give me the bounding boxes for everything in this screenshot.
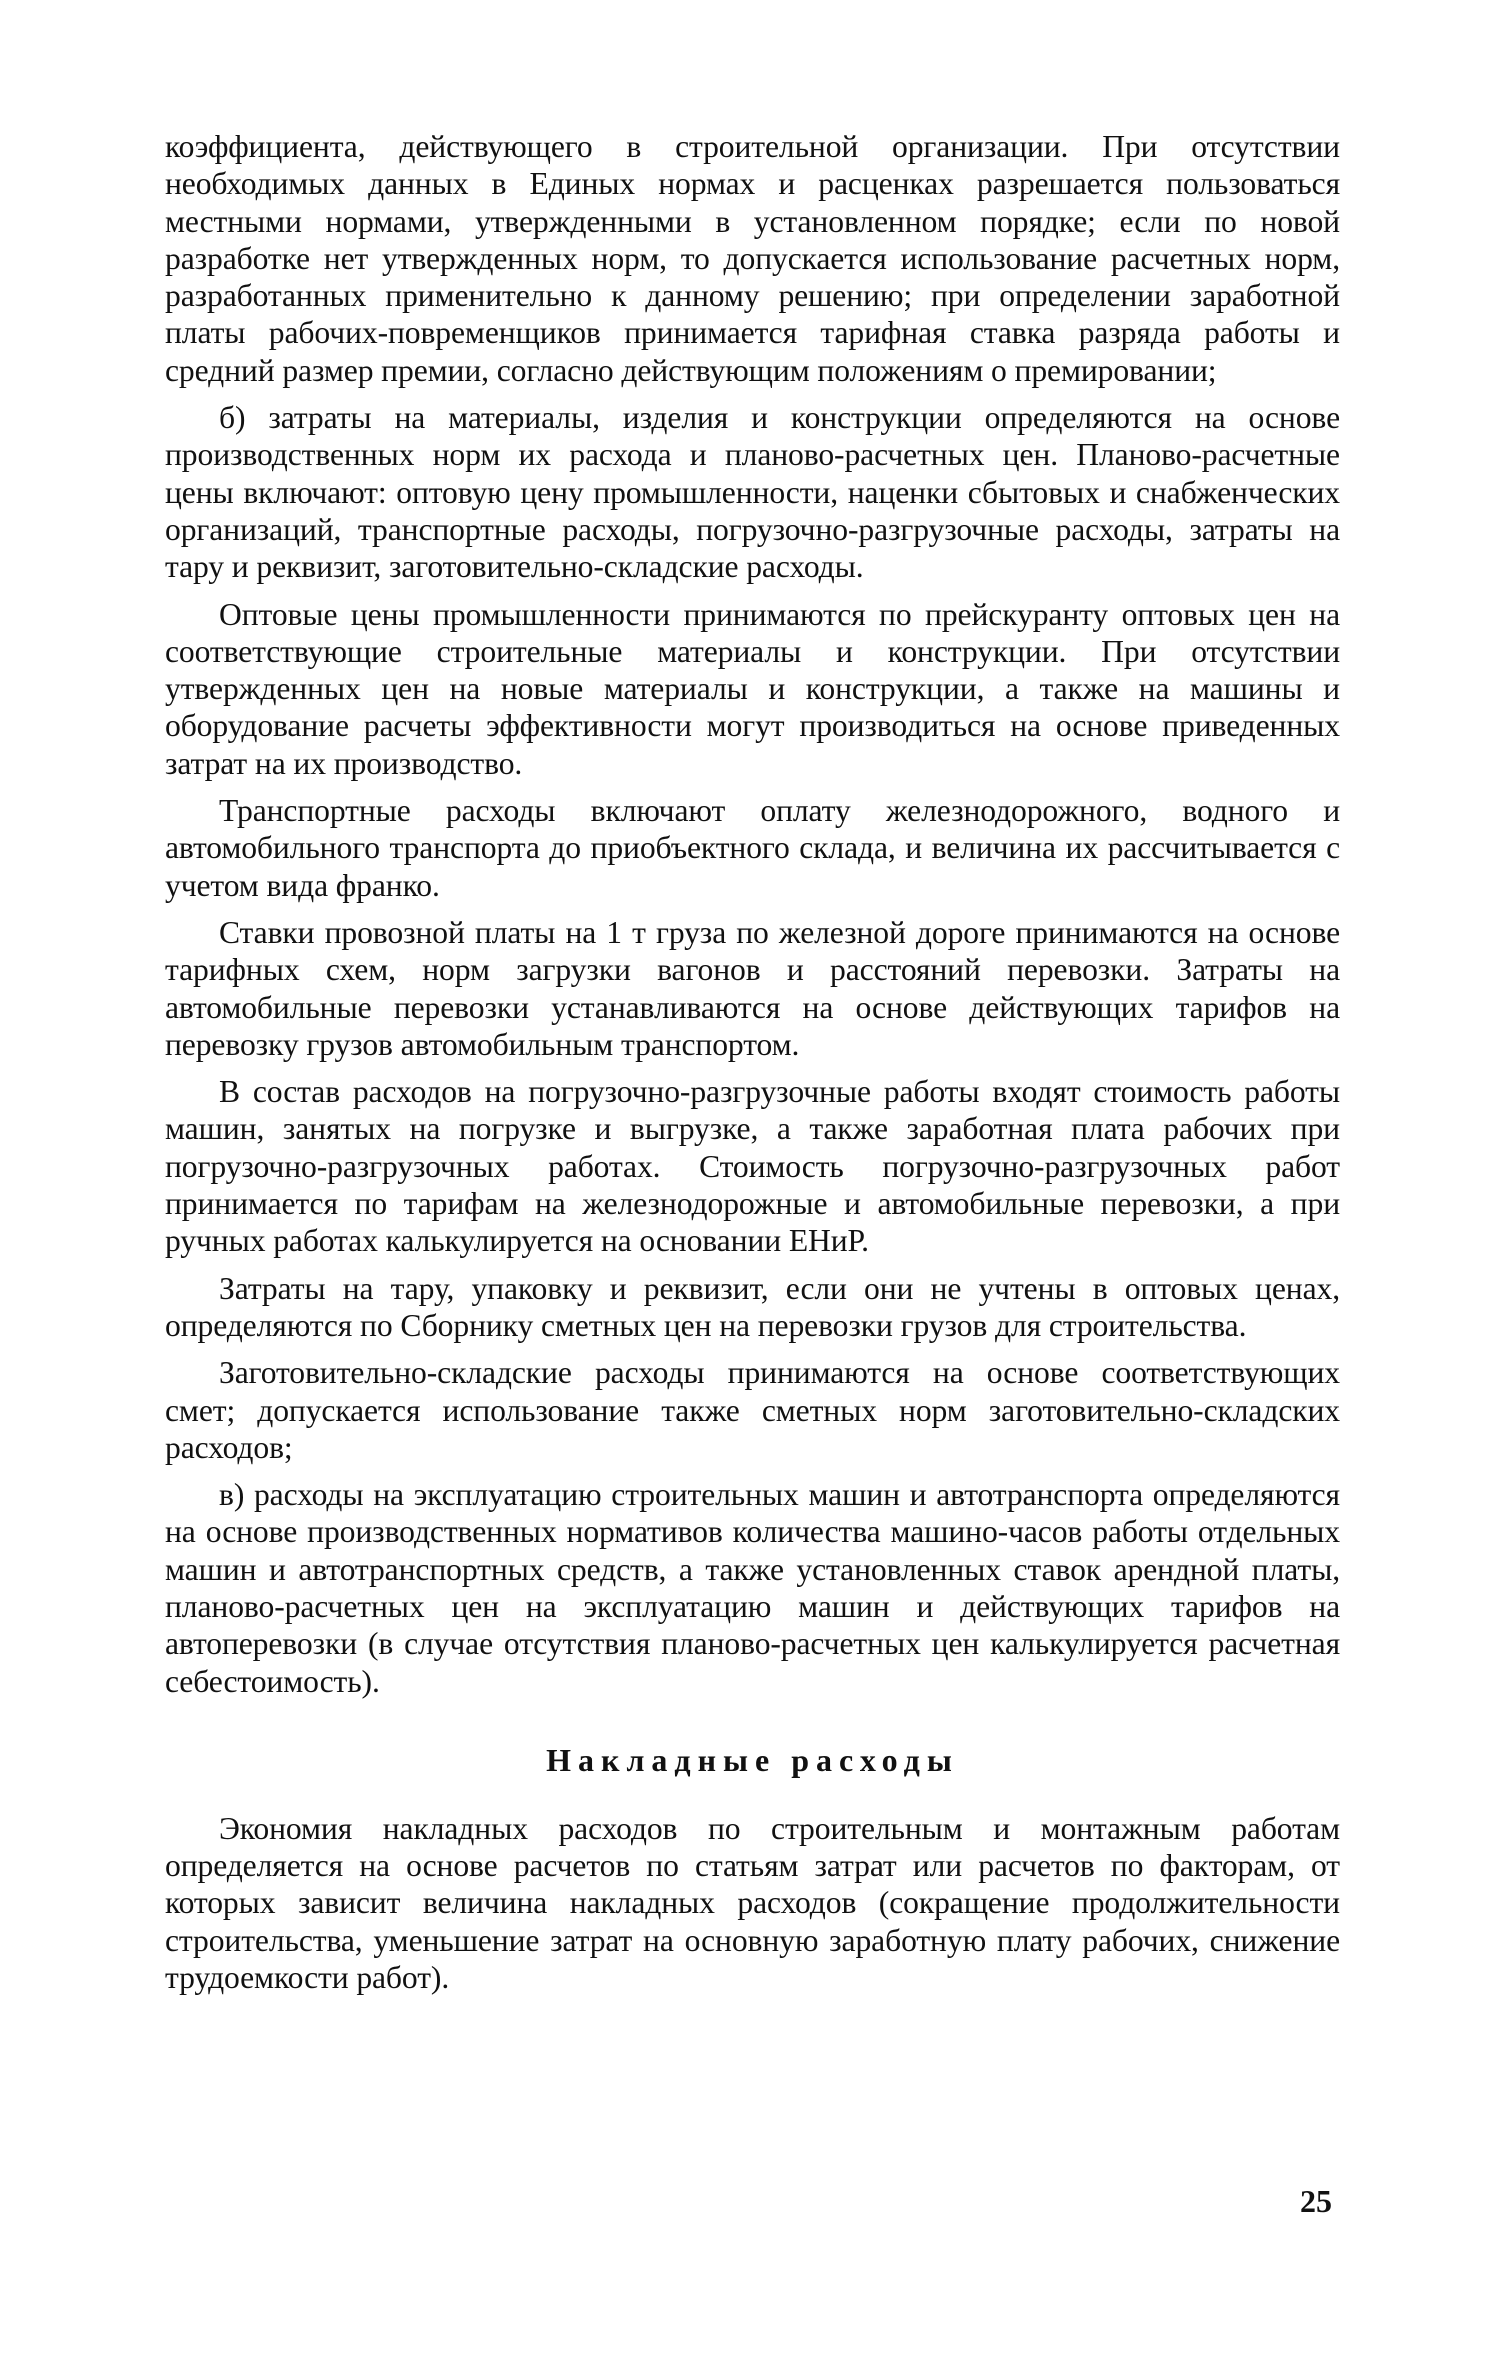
section-heading: Накладные расходы xyxy=(546,1741,959,1778)
paragraph-wholesale-prices: Оптовые цены промышленности принимаются по прейскуранту оптовых цен на соответствующие строительные материалы и конструкции. При отсутствии утвержденных цен на новые материалы и конструкции, а также на машины и оборудование расчеты эффективности могут производиться на основе приведенных затрат на их производство. xyxy=(165,596,1340,781)
paragraph-freight-rates: Ставки провозной платы на 1 т груза по железной дороге принимаются на основе тарифных схем, норм загрузки вагонов и расстояний перевозки. Затраты на автомобильные перевозки устанавливаются на основе действующих тарифов на перевозку грузов автомобильным транспортом. xyxy=(165,914,1340,1062)
paragraph-overhead-savings: Экономия накладных расходов по строительным и монтажным работам определяется на основе расчетов по статьям затрат или расчетов по факторам, от которых зависит величина накладных расходов (сокращение продолжительности строительства, уменьшение затрат на основную заработную плату рабочих, снижение трудоемкости работ). xyxy=(165,1810,1340,1996)
paragraph-materials: б) затраты на материалы, изделия и конструкции определяются на основе производственных норм их расхода и планово-расчетных цен. Планово-расчетные цены включают: оптовую цену промышленности, наценки сбытовых и снабженческих организаций, транспортные расходы, погрузочно-разгрузочные расходы, затраты на тару и реквизит, заготовительно-складские расходы. xyxy=(165,400,1340,585)
paragraph-continuation: коэффициента, действующего в строительной организации. При отсутствии необходимых данных в Единых нормах и расценках разрешается пользоваться местными нормами, утвержденными в установленном порядке; если по новой разработке нет утвержденных норм, то допускается использование расчетных норм, разработанных применительно к данному решению; при определении заработной платы рабочих-повременщиков принимается тарифная ставка разряда работы и средний размер премии, согласно действующим положениям о премировании; xyxy=(165,129,1340,388)
paragraph-transport-costs: Транспортные расходы включают оплату железнодорожного, водного и автомобильного транспорта до приобъектного склада, и величина их рассчитывается с учетом вида франко. xyxy=(165,793,1340,903)
page-body xyxy=(165,128,1340,2006)
paragraph-loading-costs: В состав расходов на погрузочно-разгрузочные работы входят стоимость работы машин, занятых на погрузке и выгрузке, а также заработная плата рабочих при погрузочно-разгрузочных работах. Стоимость погрузочно-разгрузочных работ принимается по тарифам на железнодорожные и автомобильные перевозки, а при ручных работах калькулируется на основании ЕНиР. xyxy=(165,1074,1340,1259)
paragraph-machine-costs: в) расходы на эксплуатацию строительных машин и автотранспорта определяются на основе производственных нормативов количества машино-часов работы отдельных машин и автотранспортных средств, а также установленных ставок арендной платы, планово-расчетных цен на эксплуатацию машин и действующих тарифов на автоперевозки (в случае отсутствия планово-расчетных цен калькулируется расчетная себестоимость). xyxy=(165,1477,1340,1699)
paragraph-packaging-costs: Затраты на тару, упаковку и реквизит, если они не учтены в оптовых ценах, определяются по Сборнику сметных цен на перевозки грузов для строительства. xyxy=(165,1270,1340,1343)
paragraph-warehouse-costs: Заготовительно-складские расходы принимаются на основе соответствующих смет; допускается использование также сметных норм заготовительно-складских расходов; xyxy=(165,1355,1340,1465)
page-number: 25 xyxy=(1300,2183,1332,2219)
